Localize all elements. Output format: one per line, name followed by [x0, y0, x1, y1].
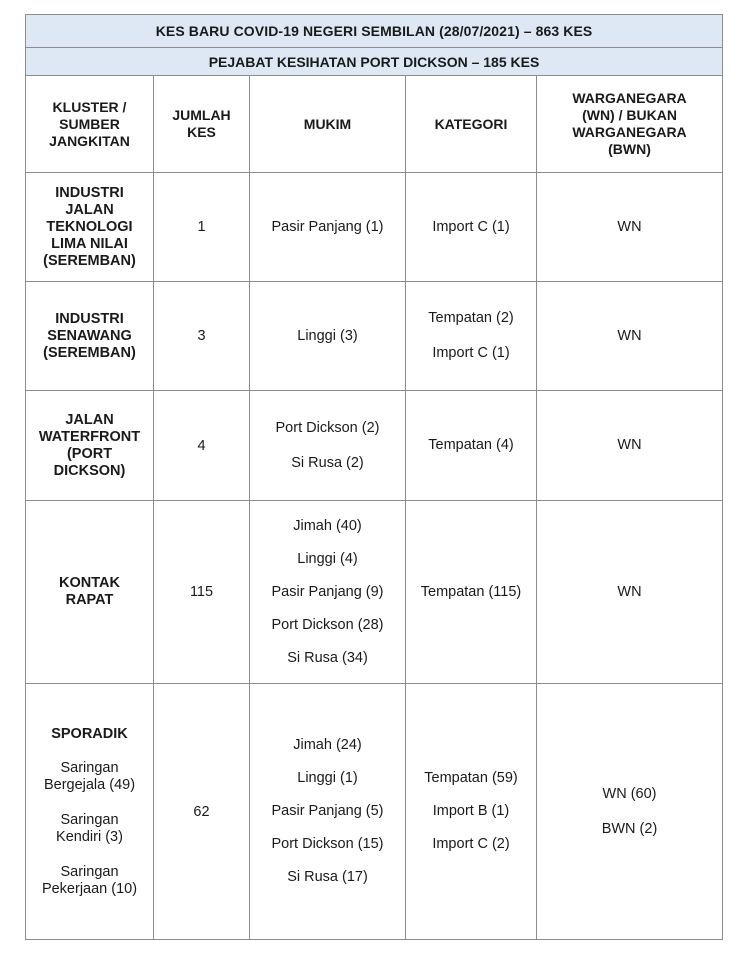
kategori-cell — [406, 173, 537, 282]
cluster-item-line: Pekerjaan (10) — [41, 880, 138, 897]
header-line: MUKIM — [303, 115, 352, 132]
mukim-item: Si Rusa (17) — [287, 869, 368, 885]
mukim-item: Port Dickson (15) — [271, 836, 384, 852]
header-line: (WN) / BUKAN — [582, 107, 677, 123]
jumlah-cell: 3 — [154, 282, 250, 391]
header-line: KATEGORI — [434, 115, 508, 132]
cluster-cell — [26, 684, 154, 940]
cluster-line: JALAN — [65, 201, 114, 218]
cluster-line: KONTAK — [59, 575, 120, 591]
cluster-line: SENAWANG — [47, 327, 132, 344]
mukim-item: Linggi (3) — [297, 327, 358, 344]
table-title: KES BARU COVID-19 NEGERI SEMBILAN (28/07/2021) – 863 KES — [26, 15, 723, 48]
wn-item: WN — [617, 437, 642, 453]
cluster-line: INDUSTRI — [55, 184, 124, 201]
cluster-cell — [26, 173, 154, 282]
wn-item: WN — [617, 327, 642, 344]
header-line: SUMBER — [59, 115, 120, 132]
mukim-item: Pasir Panjang (9) — [271, 583, 384, 600]
table-row — [26, 391, 723, 501]
mukim-cell — [250, 391, 406, 501]
mukim-item: Si Rusa (34) — [287, 649, 368, 666]
mukim-item: Linggi (1) — [297, 770, 358, 786]
column-header-row — [26, 76, 723, 173]
kategori-item: Tempatan (115) — [420, 583, 522, 600]
cluster-line: (SEREMBAN) — [43, 344, 136, 361]
table-row — [26, 501, 723, 684]
table-row — [26, 173, 723, 282]
cluster-line: (PORT — [66, 445, 113, 462]
kategori-item: Import B (1) — [432, 803, 510, 819]
wn-cell — [537, 282, 723, 391]
cluster-line: LIMA NILAI — [51, 235, 128, 252]
header-jumlah — [154, 76, 250, 173]
header-cluster — [26, 76, 154, 173]
mukim-item: Pasir Panjang (1) — [271, 218, 384, 235]
cluster-cell — [26, 391, 154, 501]
cluster-title: SPORADIK — [51, 725, 128, 742]
jumlah-cell: 4 — [154, 391, 250, 501]
wn-cell — [537, 501, 723, 684]
header-kategori — [406, 76, 537, 173]
mukim-cell — [250, 282, 406, 391]
cluster-item — [30, 760, 149, 794]
mukim-cell — [250, 684, 406, 940]
wn-item: WN (60) — [602, 785, 657, 802]
header-line: JUMLAH — [172, 107, 231, 123]
cluster-line: DICKSON) — [53, 462, 126, 479]
cluster-line: JALAN — [65, 411, 114, 428]
cluster-line: RAPAT — [65, 592, 114, 608]
kategori-cell — [406, 501, 537, 684]
kategori-cell — [406, 391, 537, 501]
table-row — [26, 282, 723, 391]
cluster-item — [30, 864, 149, 898]
cluster-item — [30, 812, 149, 846]
header-line: (BWN) — [608, 141, 651, 157]
kategori-item: Tempatan (4) — [428, 437, 514, 453]
wn-cell — [537, 684, 723, 940]
kategori-item: Tempatan (59) — [424, 770, 518, 786]
wn-item: BWN (2) — [601, 820, 658, 837]
header-line: KLUSTER / — [52, 98, 127, 115]
kategori-cell — [406, 282, 537, 391]
wn-item: WN — [617, 218, 642, 235]
cluster-cell — [26, 501, 154, 684]
cluster-item-line: Saringan — [60, 863, 119, 880]
kategori-item: Import C (1) — [432, 345, 510, 361]
header-line: WARGANEGARA — [572, 124, 687, 140]
cluster-line: TEKNOLOGI — [46, 218, 133, 235]
jumlah-cell: 1 — [154, 173, 250, 282]
header-warganegara — [537, 76, 723, 173]
mukim-item: Linggi (4) — [297, 550, 358, 567]
wn-cell — [537, 391, 723, 501]
cluster-line: INDUSTRI — [55, 310, 124, 327]
kategori-item: Import C (2) — [432, 836, 510, 852]
cluster-cell — [26, 282, 154, 391]
mukim-item: Jimah (24) — [293, 737, 362, 753]
covid-cases-table — [25, 14, 723, 940]
kategori-item: Import C (1) — [432, 218, 510, 235]
kategori-item: Tempatan (2) — [428, 310, 514, 326]
mukim-item: Port Dickson (2) — [275, 419, 380, 436]
cluster-line: WATERFRONT — [38, 428, 141, 445]
jumlah-cell: 115 — [154, 501, 250, 684]
title-row — [26, 15, 723, 48]
header-mukim — [250, 76, 406, 173]
header-line: WARGANEGARA — [572, 90, 687, 106]
cluster-item-line: Saringan — [60, 811, 119, 828]
header-line: JANGKITAN — [49, 132, 130, 149]
cluster-line: (SEREMBAN) — [43, 252, 136, 269]
mukim-item: Pasir Panjang (5) — [271, 803, 384, 819]
subtitle-row — [26, 48, 723, 76]
mukim-item: Jimah (40) — [293, 517, 362, 534]
wn-cell — [537, 173, 723, 282]
jumlah-cell: 62 — [154, 684, 250, 940]
cluster-item-line: Kendiri (3) — [56, 828, 123, 845]
header-line: KES — [187, 124, 216, 140]
mukim-item: Port Dickson (28) — [271, 616, 384, 633]
cluster-item-line: Saringan — [60, 759, 119, 776]
cluster-item-line: Bergejala (49) — [43, 776, 136, 793]
wn-item: WN — [617, 583, 642, 600]
kategori-cell — [406, 684, 537, 940]
mukim-cell — [250, 173, 406, 282]
mukim-item: Si Rusa (2) — [291, 454, 364, 471]
table-row — [26, 684, 723, 940]
mukim-cell — [250, 501, 406, 684]
table-subtitle: PEJABAT KESIHATAN PORT DICKSON – 185 KES — [26, 48, 723, 76]
